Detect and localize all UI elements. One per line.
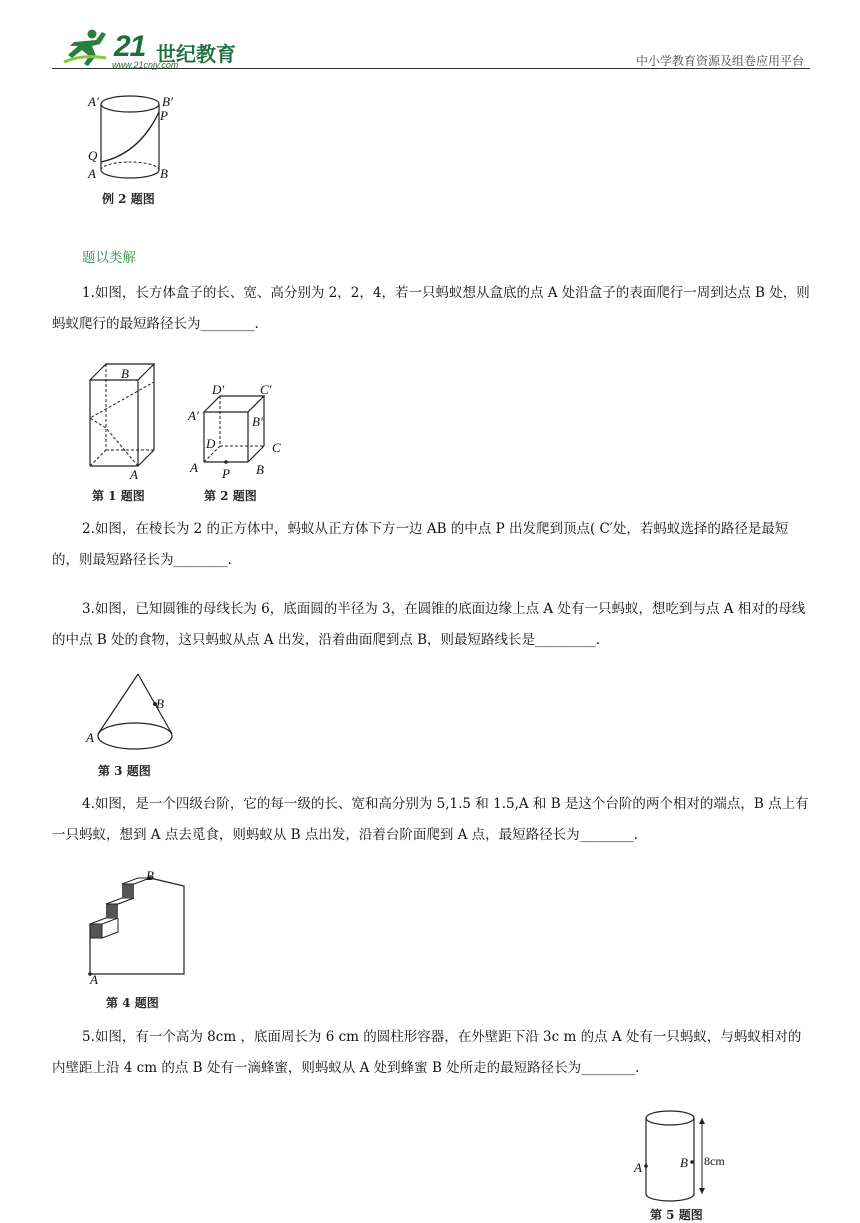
example-label-a-prime: A′ xyxy=(88,94,99,109)
logo-text: 世纪教育 xyxy=(156,42,236,66)
fig2-label-b-prime: B′ xyxy=(252,414,263,429)
logo-url: www.21cnjy.com xyxy=(112,60,179,70)
problem-2-text: 2.如图，在棱长为 2 的正方体中，蚂蚁从正方体下方一边 AB 的中点 P 出发爬到顶点( C′处，若蚂蚁选择的路径是最短的，则最短路径长为________. xyxy=(52,521,789,568)
fig2-label-c: C xyxy=(272,440,281,455)
fig1-label-b: B xyxy=(121,366,129,381)
section-title: 题以类解 xyxy=(82,250,136,266)
header-divider xyxy=(52,68,810,69)
fig5-label-a: A xyxy=(634,1160,642,1175)
fig5-label-height: 8cm xyxy=(704,1154,725,1168)
fig1-label-a: A xyxy=(130,467,138,482)
fig4-staircase-figure xyxy=(86,874,190,978)
fig3-caption: 第 3 题图 xyxy=(98,764,151,778)
fig5-label-b: B xyxy=(680,1155,688,1170)
example-label-q: Q xyxy=(88,148,98,163)
fig2-label-a: A xyxy=(190,460,198,475)
fig3-cone-figure xyxy=(88,670,188,760)
fig1-caption: 第 1 题图 xyxy=(92,489,145,503)
fig2-caption: 第 2 题图 xyxy=(204,489,257,503)
fig3-label-b: B xyxy=(156,696,164,711)
fig2-label-c-prime: C′ xyxy=(260,382,272,397)
fig3-label-a: A xyxy=(86,730,94,745)
problem-5-text: 5.如图，有一个高为 8cm ，底面周长为 6 cm 的圆柱形容器，在外壁距下沿 3c m 的点 A 处有一只蚂蚁，与蚂蚁相对的内壁距上沿 4 cm 的点 B 处有一滴蜂蜜，则蚂蚁从 A 处到蜂蜜 B 处所走的最短路径长为________. xyxy=(52,1029,802,1076)
example-label-p: P xyxy=(160,108,168,123)
fig2-label-d: D xyxy=(206,436,216,451)
logo-number: 21 xyxy=(114,30,146,63)
problem-4-text: 4.如图，是一个四级台阶，它的每一级的长、宽和高分别为 5,1.5 和 1.5,A 和 B 是这个台阶的两个相对的端点，B 点上有一只蚂蚁，想到 A 点去觅食，则蚂蚁从 B 点出发，沿着台阶面爬到 A 点，最短路径长为________. xyxy=(52,796,809,843)
header-tagline: 中小学教育资源及组卷应用平台 xyxy=(635,54,804,68)
example-caption: 例 2 题图 xyxy=(102,192,155,206)
example-label-a: A xyxy=(88,166,96,181)
fig4-caption: 第 4 题图 xyxy=(106,996,159,1010)
fig4-label-a: A xyxy=(90,972,98,987)
fig2-label-a-prime: A′ xyxy=(188,408,199,423)
fig2-cube-figure xyxy=(196,388,276,478)
fig2-label-d-prime: D′ xyxy=(212,382,225,397)
problem-3-text: 3.如图，已知圆锥的母线长为 6，底面圆的半径为 3，在圆锥的底面边缘上点 A 处有一只蚂蚁，想吃到与点 A 相对的母线的中点 B 处的食物，这只蚂蚁从点 A 出发，沿着曲面爬到点 B，则最短路线长是_________. xyxy=(52,601,806,648)
fig2-label-p: P xyxy=(222,466,230,481)
problem-1-text: 1.如图，长方体盒子的长、宽、高分别为 2，2，4，若一只蚂蚁想从盒底的点 A 处沿盒子的表面爬行一周到达点 B 处，则蚂蚁爬行的最短路径长为________. xyxy=(52,285,810,332)
fig4-label-b: B xyxy=(146,868,154,883)
example-label-b-prime: B′ xyxy=(162,94,173,109)
runner-logo-icon xyxy=(62,28,114,68)
example-label-b: B xyxy=(160,166,168,181)
fig5-caption: 第 5 题图 xyxy=(650,1208,703,1222)
fig2-label-b: B xyxy=(256,462,264,477)
